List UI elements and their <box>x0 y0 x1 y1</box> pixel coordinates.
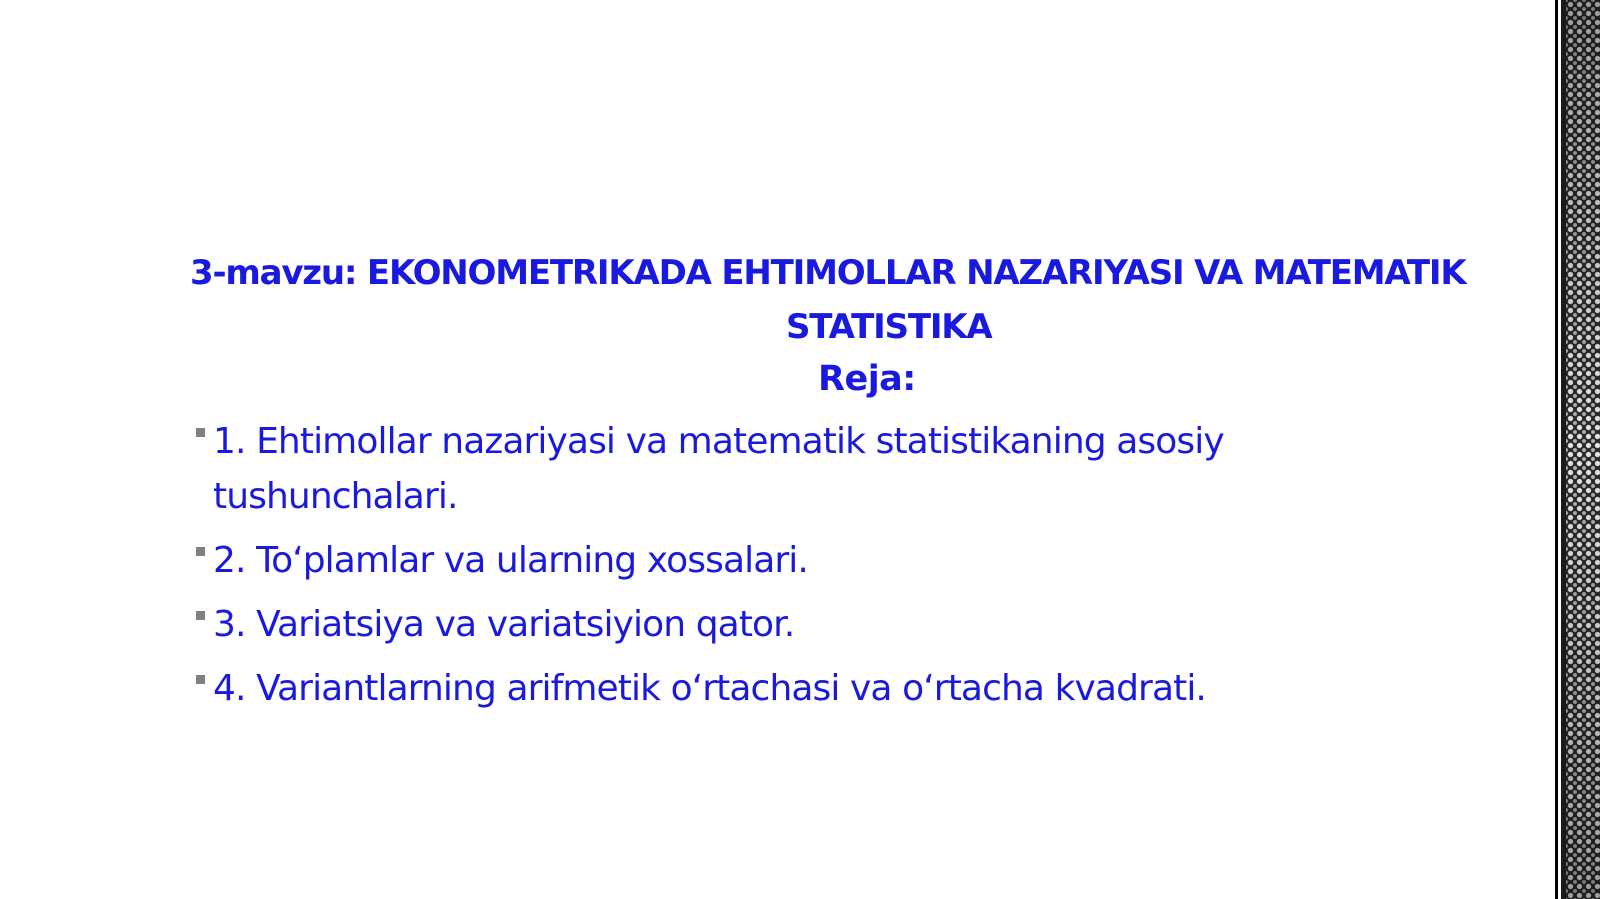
list-item-text: 2. To‘plamlar va ularning xossalari. <box>213 540 808 581</box>
list-item-text: 1. Ehtimollar nazariyasi va matematik statistikaning asosiy tushunchalari. <box>213 421 1224 517</box>
list-item <box>192 661 1302 716</box>
slide-title <box>190 246 1570 347</box>
square-bullet-icon <box>196 611 205 620</box>
dotted-border-decoration <box>1548 0 1600 899</box>
list-item <box>192 597 1302 652</box>
square-bullet-icon <box>196 428 205 437</box>
list-item-text: 3. Variatsiya va variatsiyion qator. <box>213 604 795 645</box>
list-item <box>192 414 1302 524</box>
title-line-2: STATISTIKA <box>786 307 992 347</box>
list-item <box>192 533 1302 588</box>
square-bullet-icon <box>196 675 205 684</box>
title-line-1: 3-mavzu: EKONOMETRIKADA EHTIMOLLAR NAZARIYASI VA MATEMATIK <box>190 253 1466 293</box>
square-bullet-icon <box>196 547 205 556</box>
plan-heading: Reja: <box>818 359 916 399</box>
plan-list <box>192 414 1302 725</box>
list-item-text: 4. Variantlarning arifmetik o‘rtachasi va o‘rtacha kvadrati. <box>213 668 1206 709</box>
